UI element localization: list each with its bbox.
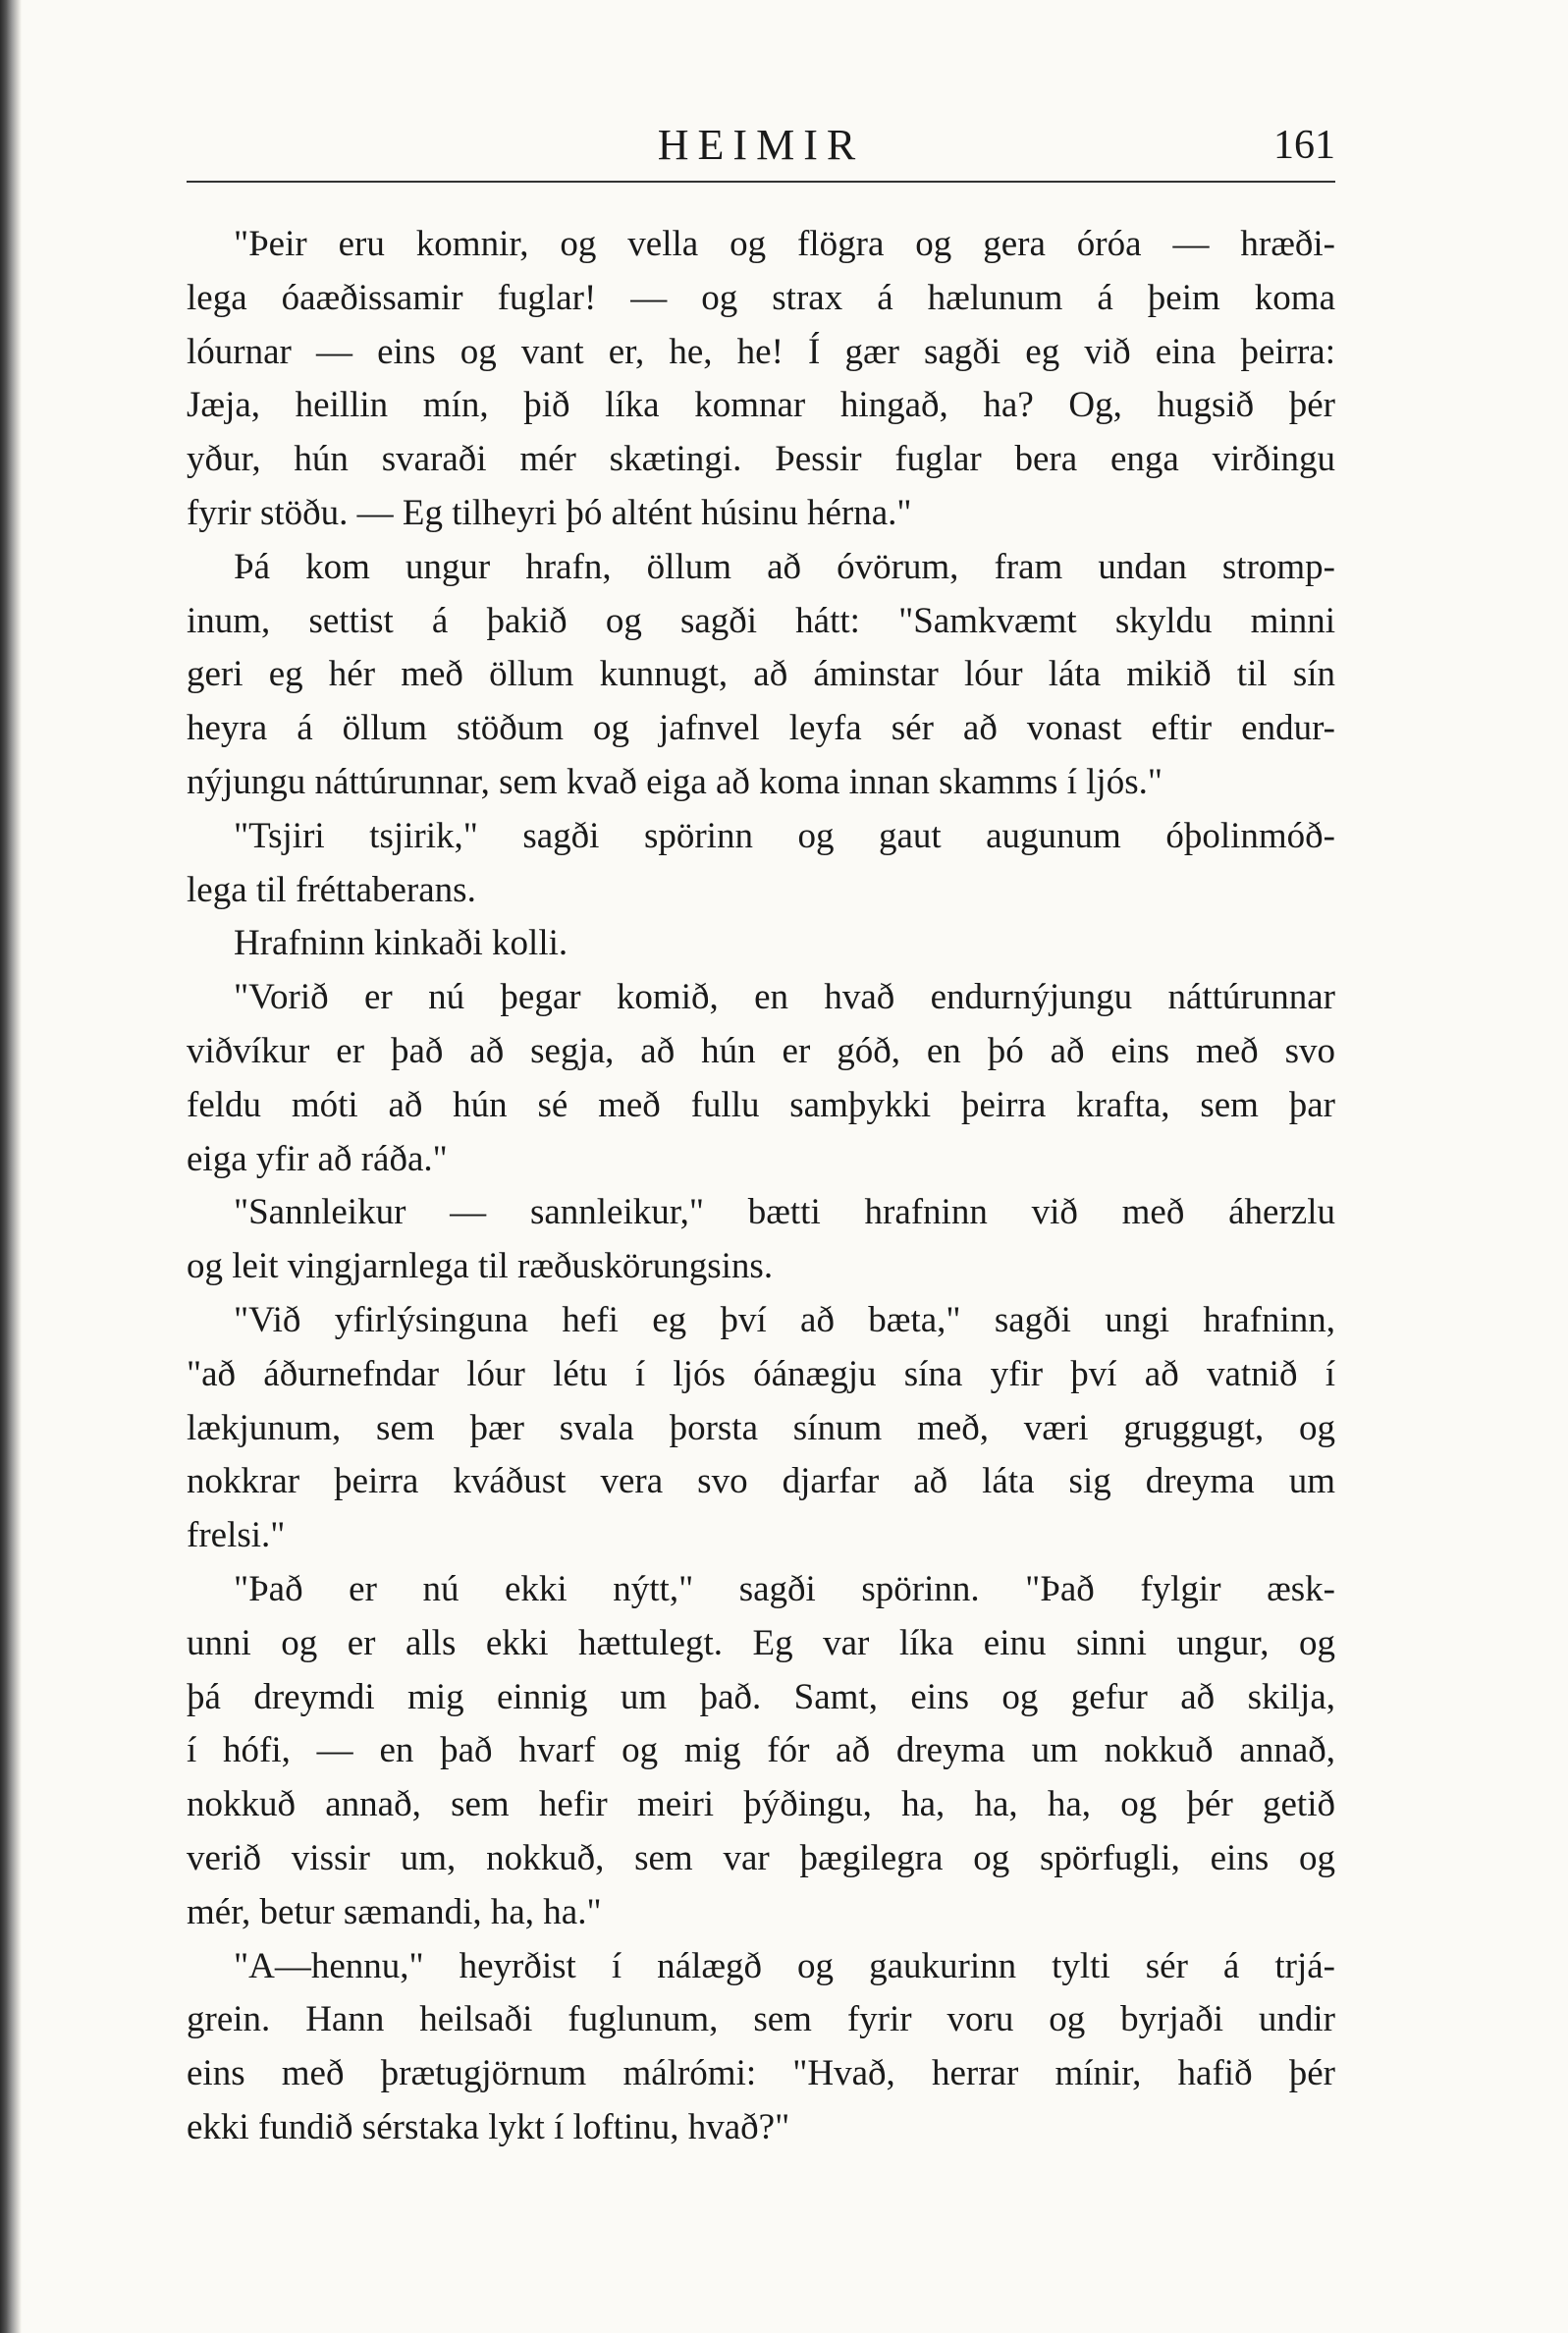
text-line: eiga yfir að ráða." [187, 1138, 448, 1179]
text-line: Hrafninn kinkaði kolli. [234, 923, 568, 964]
text-line: "Það er nú ekki nýtt," sagði spörinn. "Það fylgir æsk- [234, 1568, 1335, 1609]
text-line: frelsi." [187, 1515, 286, 1556]
text-line: yður, hún svaraði mér skætingi. Þessir fuglar bera enga virðingu [187, 439, 1335, 480]
text-line: Jæja, heillin mín, þið líka komnar hingað, ha? Og, hugsið þér [187, 385, 1335, 426]
text-line: nokkuð annað, sem hefir meiri þýðingu, ha, ha, ha, og þér getið [187, 1784, 1335, 1825]
text-line: fyrir stöðu. — Eg tilheyri þó altént húsinu hérna." [187, 492, 912, 533]
text-line: verið vissir um, nokkuð, sem var þægilegra og spörfugli, eins og [187, 1837, 1335, 1878]
text-line: unni og er alls ekki hættulegt. Eg var líka einu sinni ungur, og [187, 1622, 1335, 1663]
text-line: inum, settist á þakið og sagði hátt: "Samkvæmt skyldu minni [187, 600, 1335, 641]
text-line: Þá kom ungur hrafn, öllum að óvörum, fram undan stromp- [234, 546, 1335, 587]
text-line: feldu móti að hún sé með fullu samþykki þeirra krafta, sem þar [187, 1084, 1335, 1125]
text-line: "Tsjiri tsjirik," sagði spörinn og gaut augunum óþolinmóð- [234, 815, 1335, 856]
text-line: þá dreymdi mig einnig um það. Samt, eins og gefur að skilja, [187, 1676, 1335, 1717]
text-line: lóurnar — eins og vant er, he, he! Í gær sagði eg við eina þeirra: [187, 331, 1335, 372]
text-line: "Sannleikur — sannleikur," bætti hrafninn við með áherzlu [234, 1192, 1335, 1233]
page-binding-edge [0, 0, 22, 2333]
text-line: "Við yfirlýsinguna hefi eg því að bæta," sagði ungi hrafninn, [234, 1299, 1335, 1340]
text-line: lega óaæðissamir fuglar! — og strax á hælunum á þeim koma [187, 277, 1335, 318]
text-line: ekki fundið sérstaka lykt í loftinu, hvað?" [187, 2106, 790, 2147]
text-line: mér, betur sæmandi, ha, ha." [187, 1891, 602, 1932]
header-rule [187, 181, 1335, 183]
running-title: HEIMIR [657, 121, 865, 169]
text-line: nokkrar þeirra kváðust vera svo djarfar að láta sig dreyma um [187, 1461, 1335, 1502]
text-line: lega til fréttaberans. [187, 869, 476, 910]
text-line: viðvíkur er það að segja, að hún er góð, en þó að eins með svo [187, 1030, 1335, 1071]
text-line: í hófi, — en það hvarf og mig fór að dreyma um nokkuð annað, [187, 1730, 1335, 1771]
text-line: og leit vingjarnlega til ræðuskörungsins. [187, 1246, 774, 1287]
text-line: lækjunum, sem þær svala þorsta sínum með, væri gruggugt, og [187, 1407, 1335, 1448]
text-line: nýjungu náttúrunnar, sem kvað eiga að koma innan skamms í ljós." [187, 761, 1162, 802]
text-line: geri eg hér með öllum kunnugt, að áminstar lóur láta mikið til sín [187, 654, 1335, 695]
text-line: heyra á öllum stöðum og jafnvel leyfa sér að vonast eftir endur- [187, 708, 1335, 749]
text-line: "A—hennu," heyrðist í nálægð og gaukurinn tylti sér á trjá- [234, 1945, 1335, 1986]
body-text [187, 218, 1335, 2155]
text-line: "Þeir eru komnir, og vella og flögra og gera óróa — hræði- [234, 224, 1335, 264]
text-line: eins með þrætugjörnum málrómi: "Hvað, herrar mínir, hafið þér [187, 2053, 1335, 2094]
text-line: "að áðurnefndar lóur létu í ljós óánægju sína yfir því að vatnið í [187, 1353, 1335, 1394]
text-line: "Vorið er nú þegar komið, en hvað endurnýjungu náttúrunnar [234, 977, 1335, 1018]
text-line: grein. Hann heilsaði fuglunum, sem fyrir voru og byrjaði undir [187, 1999, 1335, 2040]
running-header [187, 116, 1335, 175]
page-number: 161 [1273, 123, 1335, 168]
